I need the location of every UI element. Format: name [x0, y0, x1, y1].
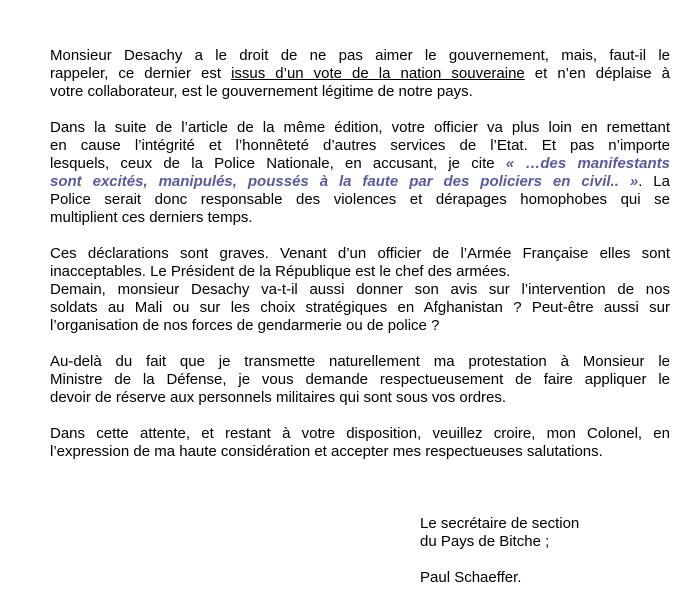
- text-line: l’expression de ma haute considération et accepter mes respectueuses salutations.: [50, 443, 603, 460]
- text-line: l’organisation de nos forces de gendarmerie ou de police ?: [50, 317, 440, 334]
- quotation: « …des manifestants: [505, 155, 670, 172]
- quotation: sont excités, manipulés, poussés à la faute par des policiers en civil.. »: [50, 173, 639, 190]
- text-segment: et n’en déplaise à: [524, 65, 670, 82]
- text-line: devoir de réserve aux personnels militaires qui sont sous vos ordres.: [50, 389, 507, 406]
- paragraph-4: [50, 353, 670, 407]
- text-line: inacceptables. Le Président de la République est le chef des armées.: [50, 263, 511, 280]
- text-line: Ministre de la Défense, je vous demande respectueusement de faire appliquer le: [50, 371, 670, 388]
- text-line: Demain, monsieur Desachy va-t-il aussi donner son avis sur l’intervention de nos: [50, 281, 670, 298]
- letter-body: [50, 47, 670, 479]
- text-line: multiplient ces derniers temps.: [50, 209, 253, 226]
- paragraph-2: [50, 119, 670, 227]
- text-segment: rappeler, ce dernier est: [50, 65, 232, 82]
- paragraph-1: [50, 47, 670, 101]
- text-line: [50, 65, 670, 83]
- text-segment: lesquels, ceux de la Police Nationale, en accusant, je cite: [50, 155, 506, 172]
- text-line: Dans la suite de l’article de la même édition, votre officier va plus loin en remettant: [50, 119, 670, 136]
- paragraph-3: [50, 245, 670, 335]
- signature-name: Paul Schaeffer.: [420, 569, 522, 586]
- signature-title: Le secrétaire de section: [420, 515, 580, 532]
- text-line: [50, 155, 670, 173]
- text-line: en cause l’intégrité et l’honnêteté d’autres services de l’Etat. Et pas n’importe: [50, 137, 670, 154]
- spacer: [420, 551, 680, 569]
- text-line: [50, 173, 670, 191]
- signature-title: du Pays de Bitche ;: [420, 533, 550, 550]
- underlined-phrase: issus d’un vote de la nation souveraine: [231, 65, 525, 82]
- text-line: Police serait donc responsable des violences et dérapages homophobes qui se: [50, 191, 670, 208]
- signature-block: [420, 515, 680, 587]
- paragraph-5: [50, 425, 670, 461]
- text-segment: . La: [638, 173, 670, 190]
- text-line: Dans cette attente, et restant à votre disposition, veuillez croire, mon Colonel, en: [50, 425, 670, 442]
- text-line: Ces déclarations sont graves. Venant d’un officier de l’Armée Française elles sont: [50, 245, 670, 262]
- text-line: Monsieur Desachy a le droit de ne pas aimer le gouvernement, mais, faut-il le: [50, 47, 670, 64]
- text-line: soldats au Mali ou sur les choix stratégiques en Afghanistan ? Peut-être aussi sur: [50, 299, 670, 316]
- text-line: Au-delà du fait que je transmette naturellement ma protestation à Monsieur le: [50, 353, 670, 370]
- text-line: votre collaborateur, est le gouvernement légitime de notre pays.: [50, 83, 473, 100]
